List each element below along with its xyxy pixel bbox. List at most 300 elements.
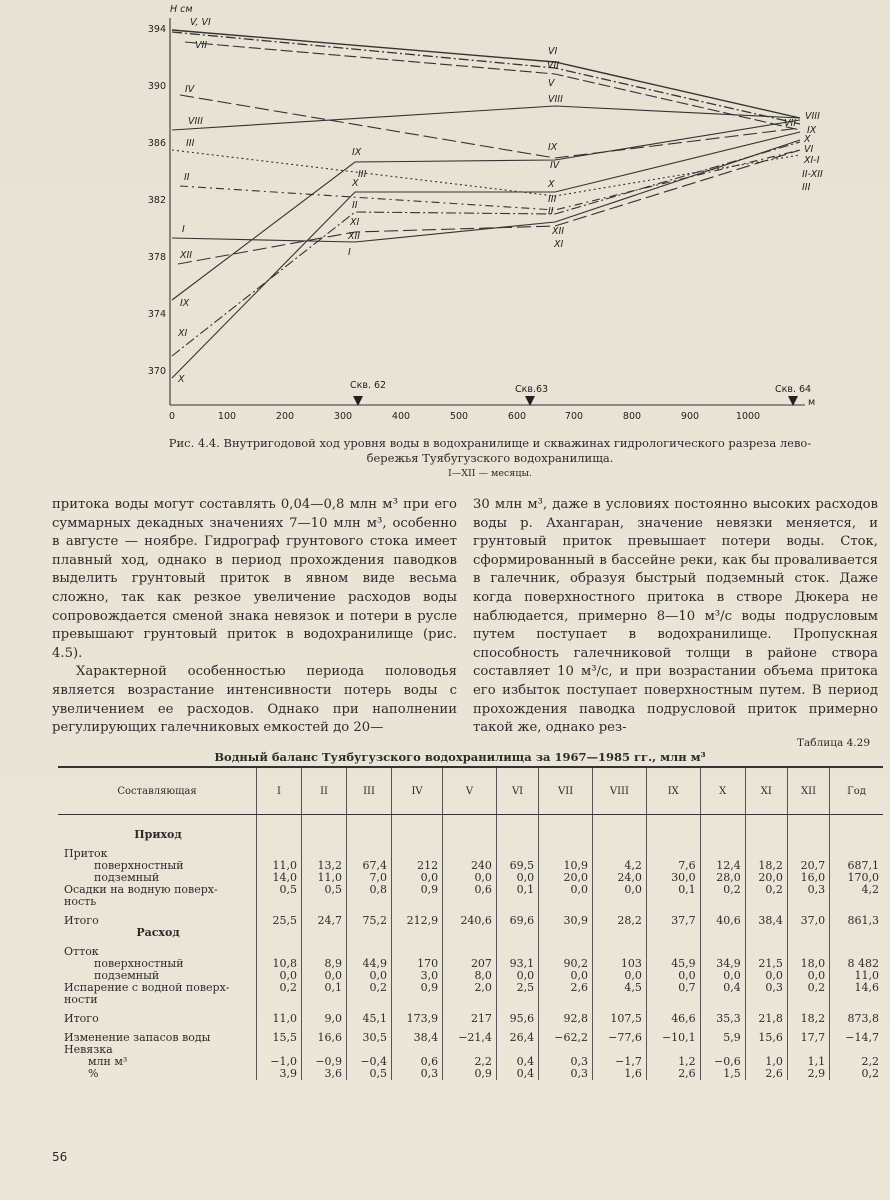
cell: 0,1 — [302, 982, 347, 994]
cell — [302, 815, 347, 823]
row-label: подземный — [94, 969, 160, 982]
cell: −0,9 — [302, 1056, 347, 1068]
col-header: VII — [539, 767, 593, 815]
cell — [787, 829, 829, 841]
cell: −0,4 — [347, 1056, 392, 1068]
cell — [700, 822, 745, 829]
cell: 28,0 — [700, 872, 745, 884]
cell — [745, 815, 787, 823]
cell — [443, 841, 497, 848]
cell — [392, 841, 443, 848]
cell — [787, 841, 829, 848]
cell — [593, 829, 647, 841]
section-heading: Приход — [134, 828, 182, 841]
cell — [443, 822, 497, 829]
line-iv — [180, 95, 800, 158]
cell: 15,5 — [257, 1032, 302, 1044]
cell — [646, 896, 700, 908]
table-title: Водный баланс Туябугузского водохранилища за 1967—1985 гг., млн м³ — [214, 750, 706, 764]
cell: 3,9 — [257, 1068, 302, 1080]
cell: 21,8 — [745, 1013, 787, 1025]
cell — [539, 896, 593, 908]
cell: 30,5 — [347, 1032, 392, 1044]
y-axis-label: H см — [170, 4, 193, 15]
cell: 173,9 — [392, 1013, 443, 1025]
curve-label: III — [358, 169, 367, 180]
cell — [302, 994, 347, 1006]
cell — [496, 994, 538, 1006]
cell — [257, 994, 302, 1006]
cell — [745, 896, 787, 908]
curve-label: II — [352, 200, 358, 211]
cell: 2,6 — [646, 1068, 700, 1080]
curve-label: IX — [548, 142, 558, 153]
spacer-row — [58, 841, 883, 848]
col-header: Составляющая — [58, 767, 257, 815]
cell: 0,9 — [392, 884, 443, 896]
spacer-row — [58, 815, 883, 823]
cell: 4,5 — [593, 982, 647, 994]
table-row — [58, 884, 883, 896]
cell: 0,2 — [787, 982, 829, 994]
cell — [700, 994, 745, 1006]
cell — [646, 815, 700, 823]
cell: 1,6 — [593, 1068, 647, 1080]
cell — [392, 822, 443, 829]
left-column — [52, 496, 457, 738]
cell: 67,4 — [347, 860, 392, 872]
cell: 0,0 — [443, 872, 497, 884]
section-row — [58, 927, 883, 939]
table-row — [58, 958, 883, 970]
cell: 3,6 — [302, 1068, 347, 1080]
cell: 34,9 — [700, 958, 745, 970]
cell: 20,7 — [787, 860, 829, 872]
cell: 75,2 — [347, 915, 392, 927]
cell — [745, 927, 787, 939]
cell — [539, 822, 593, 829]
cell — [347, 841, 392, 848]
cell — [443, 994, 497, 1006]
cell: 0,3 — [787, 884, 829, 896]
cell: 69,5 — [496, 860, 538, 872]
cell: 861,3 — [830, 915, 883, 927]
spacer-row — [58, 939, 883, 946]
col-header: I — [257, 767, 302, 815]
table-row — [58, 994, 883, 1006]
cell: 2,6 — [745, 1068, 787, 1080]
row-label: подземный — [94, 871, 160, 884]
cell — [700, 829, 745, 841]
x-tick: 900 — [680, 411, 700, 422]
cell — [392, 829, 443, 841]
cell: 1,0 — [745, 1056, 787, 1068]
cell — [593, 994, 647, 1006]
row-label: Приток — [64, 847, 108, 860]
x-tick: 0 — [168, 411, 176, 422]
cell — [443, 829, 497, 841]
cell — [496, 939, 538, 946]
y-tick: 382 — [147, 195, 166, 206]
cell: 0,0 — [392, 872, 443, 884]
cell: 0,0 — [347, 970, 392, 982]
col-header: X — [700, 767, 745, 815]
nevyazka-mln-row — [58, 1056, 883, 1068]
cell — [700, 815, 745, 823]
cell: 0,9 — [392, 982, 443, 994]
cell: 45,9 — [646, 958, 700, 970]
cell — [496, 927, 538, 939]
cell: 0,5 — [257, 884, 302, 896]
cell: −21,4 — [443, 1032, 497, 1044]
figure-caption — [150, 436, 830, 481]
row-label: % — [88, 1067, 99, 1080]
row-label: Отток — [64, 945, 99, 958]
curve-label: XII — [180, 250, 193, 261]
cell: 0,2 — [830, 1068, 883, 1080]
cell: 0,0 — [700, 970, 745, 982]
cell: 24,7 — [302, 915, 347, 927]
curve-label: IV — [185, 84, 195, 95]
col-header: III — [347, 767, 392, 815]
cell: 0,0 — [302, 970, 347, 982]
cell: 37,7 — [646, 915, 700, 927]
cell: 687,1 — [830, 860, 883, 872]
curve-label: VII — [547, 60, 560, 71]
section-heading: Расход — [136, 926, 180, 939]
spacer-row — [58, 822, 883, 829]
cell: 18,2 — [745, 860, 787, 872]
cell — [830, 822, 883, 829]
cell: 14,0 — [257, 872, 302, 884]
level-chart — [0, 0, 890, 432]
cell — [302, 822, 347, 829]
cell: 24,0 — [593, 872, 647, 884]
curve-label: XI-I — [804, 155, 820, 166]
curve-label: X — [352, 178, 359, 189]
y-tick: 374 — [147, 309, 166, 320]
well-label: Скв. 64 — [775, 384, 812, 395]
cell: 30,0 — [646, 872, 700, 884]
cell: 207 — [443, 958, 497, 970]
cell — [593, 815, 647, 823]
cell — [646, 822, 700, 829]
cell — [257, 841, 302, 848]
x-tick: 300 — [333, 411, 353, 422]
cell — [58, 815, 257, 823]
cell: 18,0 — [787, 958, 829, 970]
cell: 2,0 — [443, 982, 497, 994]
cell — [392, 994, 443, 1006]
cell — [646, 939, 700, 946]
cell: 9,0 — [302, 1013, 347, 1025]
cell: 217 — [443, 1013, 497, 1025]
cell: 38,4 — [392, 1032, 443, 1044]
cell: 20,0 — [539, 872, 593, 884]
cell: 212,9 — [392, 915, 443, 927]
cell: 20,0 — [745, 872, 787, 884]
cell — [539, 994, 593, 1006]
cell — [787, 815, 829, 823]
curve-label: V — [548, 78, 555, 89]
cell: 10,9 — [539, 860, 593, 872]
cell: 45,1 — [347, 1013, 392, 1025]
curve-label: XI — [350, 217, 360, 228]
cell: 0,5 — [302, 884, 347, 896]
cell: 17,7 — [787, 1032, 829, 1044]
cell: 0,4 — [496, 1056, 538, 1068]
col-header: IX — [646, 767, 700, 815]
cell — [593, 939, 647, 946]
row-label: поверхностный — [94, 957, 184, 970]
section-row — [58, 829, 883, 841]
cell: 2,9 — [787, 1068, 829, 1080]
right-column — [473, 496, 878, 738]
cell: 0,8 — [347, 884, 392, 896]
row-label: ности — [64, 993, 98, 1006]
cell — [302, 841, 347, 848]
x-tick: 1000 — [735, 411, 761, 422]
col-header: Год — [830, 767, 883, 815]
cell: 28,2 — [593, 915, 647, 927]
line-ix — [172, 120, 800, 300]
table-body — [58, 815, 883, 1081]
col-header: XII — [787, 767, 829, 815]
curve-label: X — [804, 134, 811, 145]
cell — [787, 994, 829, 1006]
cell: 240 — [443, 860, 497, 872]
cell — [347, 994, 392, 1006]
cell — [539, 815, 593, 823]
cell — [787, 939, 829, 946]
cell: 1,5 — [700, 1068, 745, 1080]
cell: 11,0 — [830, 970, 883, 982]
cell: 0,0 — [593, 884, 647, 896]
cell: −62,2 — [539, 1032, 593, 1044]
cell: −14,7 — [830, 1032, 883, 1044]
curve-label: I — [348, 247, 351, 258]
cell: 0,0 — [787, 970, 829, 982]
cell — [392, 815, 443, 823]
curve-label: VIII — [805, 111, 820, 122]
cell: −10,1 — [646, 1032, 700, 1044]
cell: 93,1 — [496, 958, 538, 970]
cell — [787, 896, 829, 908]
cell — [347, 829, 392, 841]
table-number: Таблица 4.29 — [797, 737, 870, 749]
cell: 7,0 — [347, 872, 392, 884]
cell: 3,0 — [392, 970, 443, 982]
cell — [539, 829, 593, 841]
curve-label: VI — [804, 144, 814, 155]
cell: 30,9 — [539, 915, 593, 927]
cell: 873,8 — [830, 1013, 883, 1025]
cell — [347, 822, 392, 829]
cell — [787, 822, 829, 829]
well-label: Скв.63 — [515, 384, 549, 395]
cell — [496, 829, 538, 841]
cell — [496, 815, 538, 823]
cell: 4,2 — [593, 860, 647, 872]
cell — [745, 822, 787, 829]
line-ii — [180, 150, 800, 210]
cell — [539, 841, 593, 848]
cell: 0,3 — [539, 1056, 593, 1068]
cell: 46,6 — [646, 1013, 700, 1025]
cell: 0,4 — [496, 1068, 538, 1080]
caption-note: I—XII — месяцы. — [447, 468, 533, 479]
curve-label: III — [186, 138, 195, 149]
cell — [646, 841, 700, 848]
cell: 11,0 — [257, 1013, 302, 1025]
cell — [539, 939, 593, 946]
nevyazka-pct-row — [58, 1068, 883, 1080]
cell: 35,3 — [700, 1013, 745, 1025]
cell: 11,0 — [257, 860, 302, 872]
cell — [745, 829, 787, 841]
cell — [302, 939, 347, 946]
table-row — [58, 982, 883, 994]
cell — [257, 815, 302, 823]
line-xii — [178, 150, 800, 264]
cell — [830, 829, 883, 841]
cell — [392, 896, 443, 908]
cell: 7,6 — [646, 860, 700, 872]
cell: 0,3 — [745, 982, 787, 994]
cell — [700, 896, 745, 908]
cell — [745, 939, 787, 946]
x-tick: 500 — [449, 411, 469, 422]
cell: 1,2 — [646, 1056, 700, 1068]
cell: 0,2 — [745, 884, 787, 896]
cell — [539, 927, 593, 939]
cell — [496, 841, 538, 848]
cell: 0,9 — [443, 1068, 497, 1080]
row-label: млн м³ — [88, 1055, 128, 1068]
row-label: поверхностный — [94, 859, 184, 872]
cell: 0,0 — [257, 970, 302, 982]
cell — [496, 896, 538, 908]
cell: 240,6 — [443, 915, 497, 927]
row-label: Испарение с водной поверх- — [64, 981, 230, 994]
cell: 0,1 — [496, 884, 538, 896]
curve-label: VI — [548, 46, 558, 57]
cell: 0,0 — [539, 970, 593, 982]
well-label: Скв. 62 — [350, 380, 387, 391]
cell — [830, 896, 883, 908]
cell: 95,6 — [496, 1013, 538, 1025]
cell — [347, 896, 392, 908]
cell — [745, 994, 787, 1006]
cell: 69,6 — [496, 915, 538, 927]
cell: 2,6 — [539, 982, 593, 994]
cell — [257, 927, 302, 939]
cell — [257, 829, 302, 841]
cell: 212 — [392, 860, 443, 872]
curve-label: IX — [180, 298, 190, 309]
curve-label: II-XII — [802, 169, 823, 180]
cell — [700, 841, 745, 848]
y-tick: 390 — [147, 81, 166, 92]
cell: 0,2 — [347, 982, 392, 994]
row-label: Осадки на водную поверх- — [64, 883, 218, 896]
cell: 15,6 — [745, 1032, 787, 1044]
cell — [646, 927, 700, 939]
table-header-row — [58, 767, 883, 815]
cell: 0,2 — [700, 884, 745, 896]
cell: 16,0 — [787, 872, 829, 884]
cell: −0,6 — [700, 1056, 745, 1068]
cell: 8,0 — [443, 970, 497, 982]
y-tick: 394 — [147, 24, 166, 35]
cell: 0,6 — [443, 884, 497, 896]
curve-label: VII — [784, 118, 797, 129]
cell: 5,9 — [700, 1032, 745, 1044]
cell: 0,3 — [392, 1068, 443, 1080]
cell — [302, 829, 347, 841]
y-tick: 370 — [147, 366, 166, 377]
line-iii — [172, 150, 800, 196]
nevyazka-row — [58, 1044, 883, 1056]
cell — [496, 822, 538, 829]
x-tick: 400 — [391, 411, 411, 422]
row-label: Невязка — [64, 1043, 113, 1056]
caption-line: бережья Туябугузского водохранилища. — [366, 451, 614, 465]
curve-label: II — [548, 206, 554, 217]
cell — [443, 896, 497, 908]
curve-label: XI — [554, 239, 564, 250]
cell — [700, 939, 745, 946]
curve-label: IV — [550, 160, 560, 171]
cell — [392, 927, 443, 939]
y-tick: 386 — [147, 138, 166, 149]
cell: 107,5 — [593, 1013, 647, 1025]
cell: 0,0 — [593, 970, 647, 982]
cell — [443, 815, 497, 823]
curve-label: XI — [178, 328, 188, 339]
paragraph: Характерной особенностью периода половодья является возрастание интенсивности потерь воды с увеличением ее расходов. Однако при наполнении регулирующих галечниковых емкостей до 20— — [52, 664, 457, 736]
cell — [593, 822, 647, 829]
cell — [347, 927, 392, 939]
col-header: IV — [392, 767, 443, 815]
cell — [302, 896, 347, 908]
cell: 13,2 — [302, 860, 347, 872]
cell — [830, 841, 883, 848]
cell: 25,5 — [257, 915, 302, 927]
curve-label: X — [178, 374, 185, 385]
page-number: 56 — [52, 1150, 68, 1164]
cell — [593, 841, 647, 848]
cell — [593, 896, 647, 908]
cell — [646, 994, 700, 1006]
curve-label: VIII — [548, 94, 563, 105]
cell — [392, 939, 443, 946]
water-balance-table — [58, 766, 883, 1080]
cell: 0,4 — [700, 982, 745, 994]
cell: 170 — [392, 958, 443, 970]
cell: 38,4 — [745, 915, 787, 927]
change-row — [58, 1032, 883, 1044]
cell: 103 — [593, 958, 647, 970]
cell: 0,6 — [392, 1056, 443, 1068]
cell — [257, 939, 302, 946]
cell: 2,2 — [443, 1056, 497, 1068]
cell: 92,8 — [539, 1013, 593, 1025]
cell: 0,0 — [496, 872, 538, 884]
col-header: II — [302, 767, 347, 815]
x-tick: 600 — [507, 411, 527, 422]
cell: 2,2 — [830, 1056, 883, 1068]
